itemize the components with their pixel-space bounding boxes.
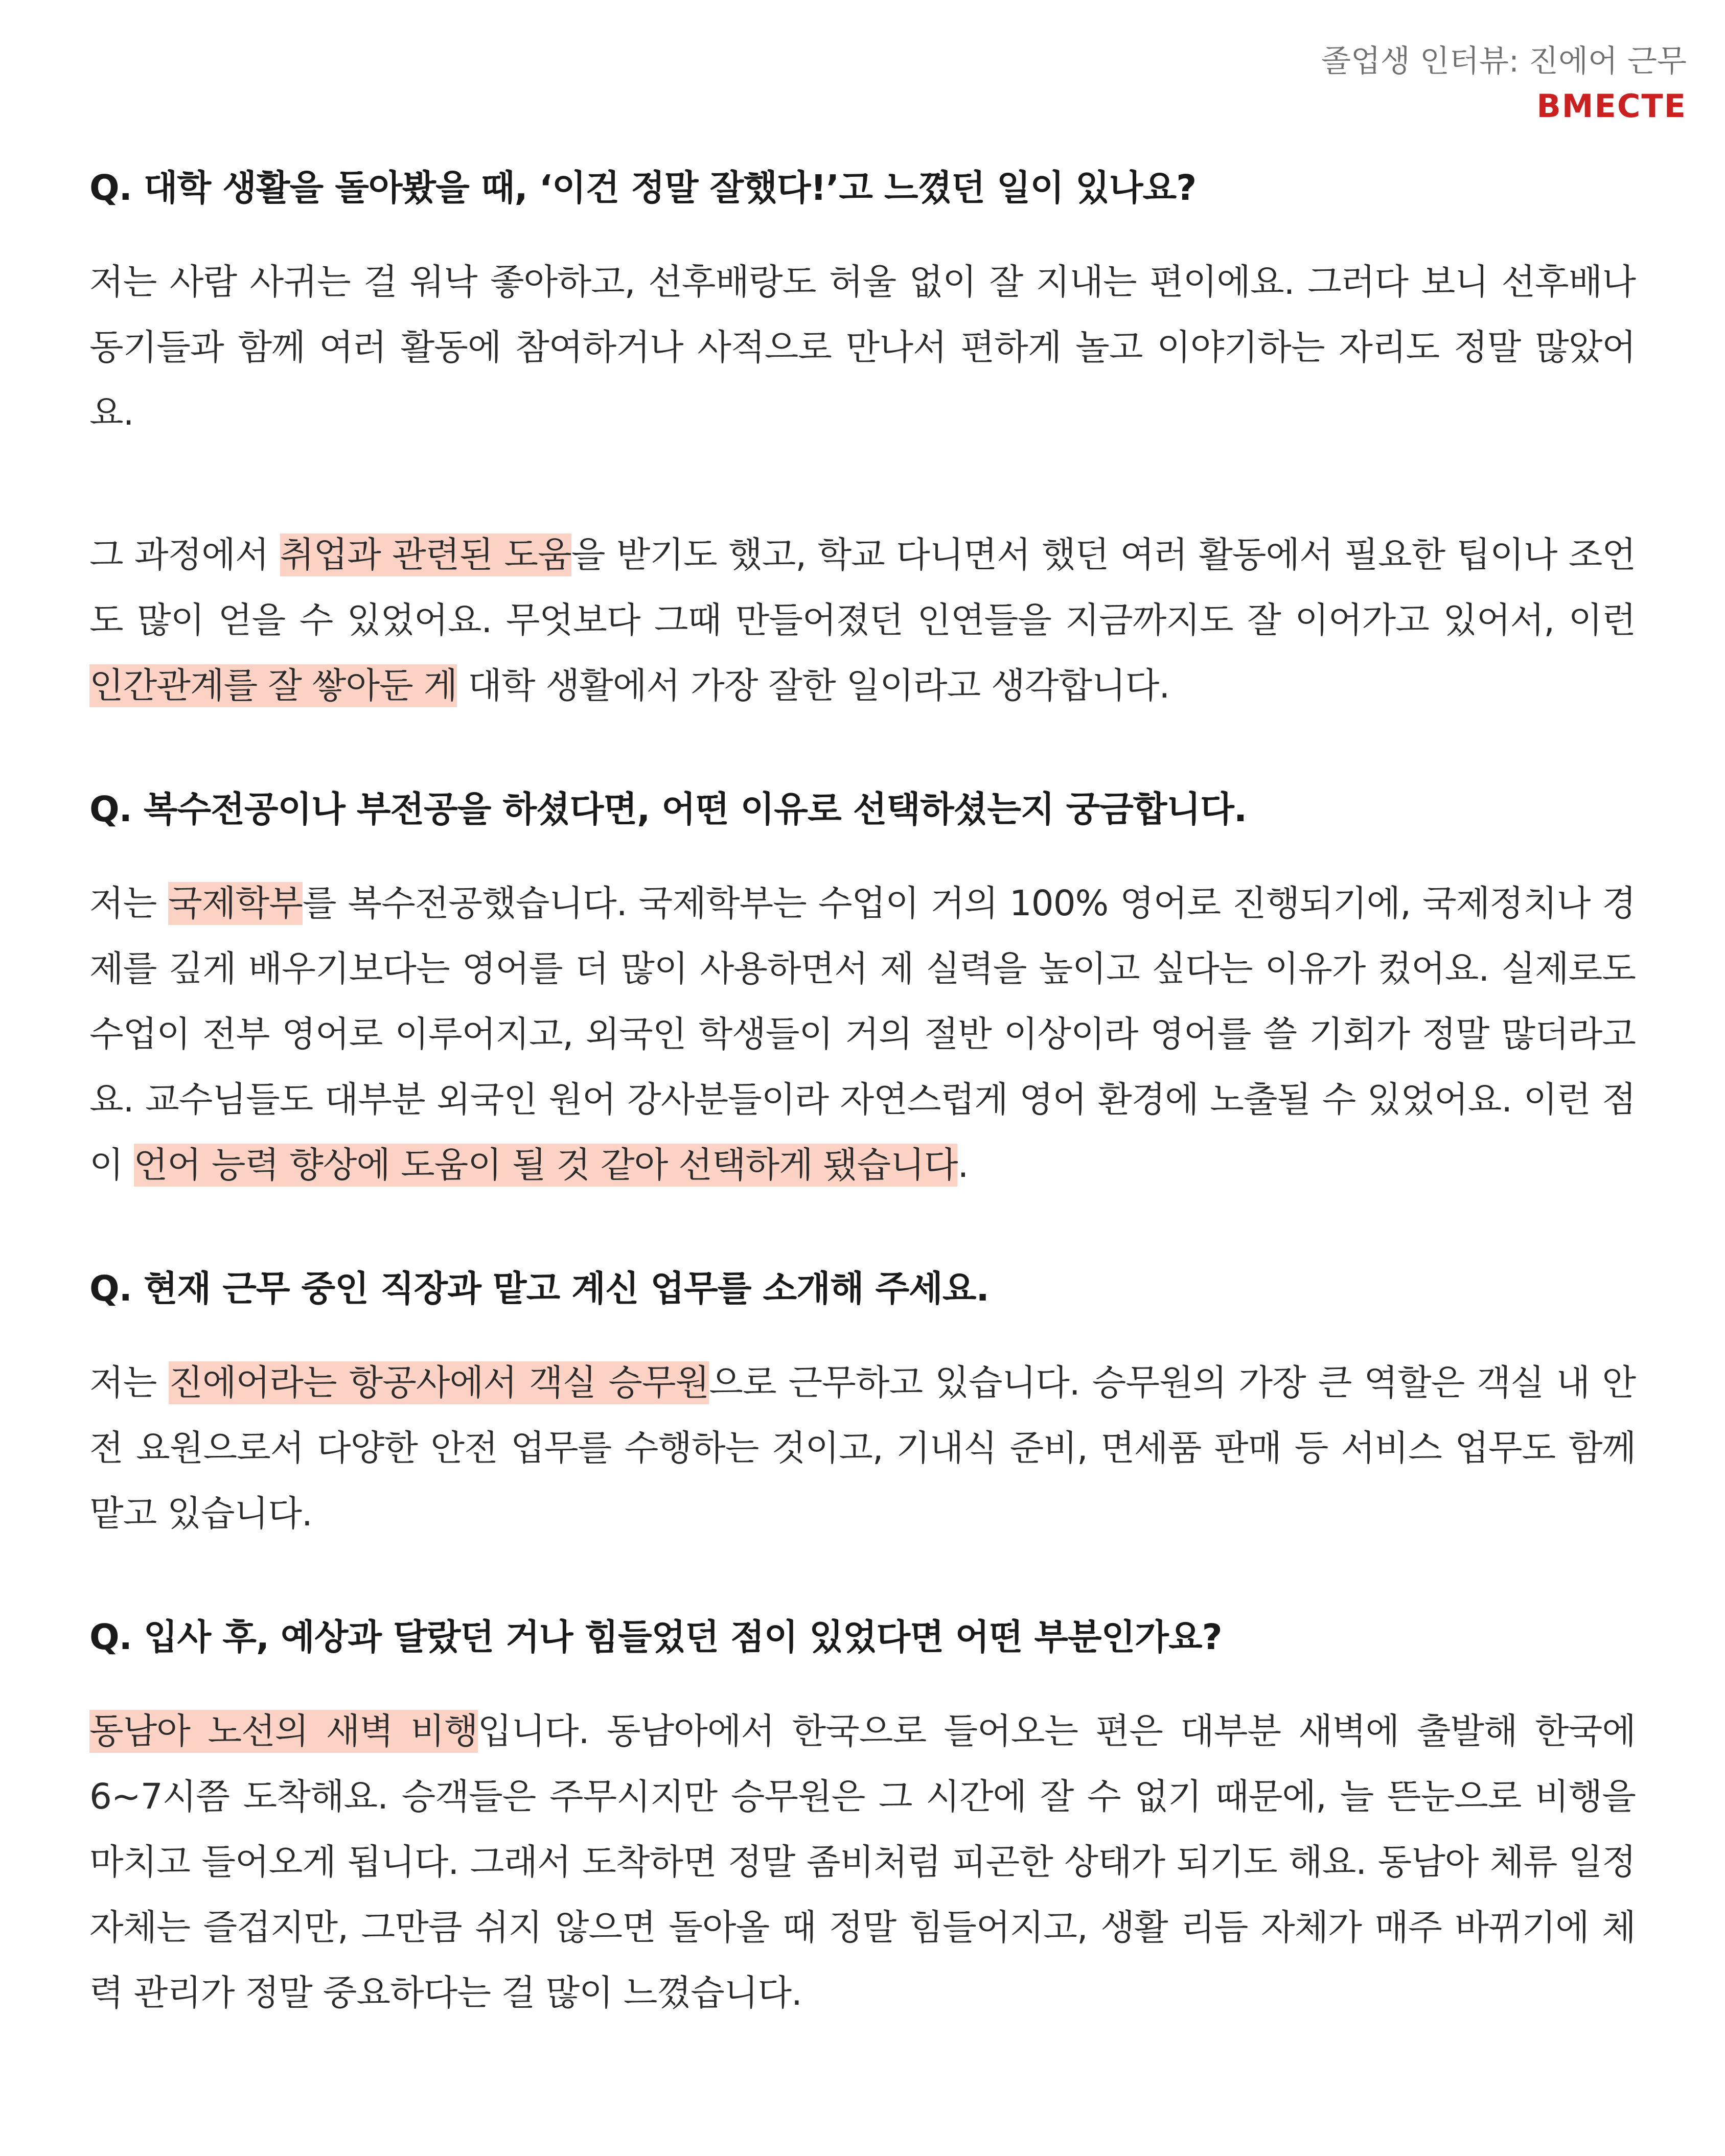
answer-text: 을 받기도 했고, 학교 다니면서 했던 여러 활동에서 필요한 팁이나 조언도 많이 얻을 수 있었어요. 무엇보다 그때 만들어졌던 인연들을 지금까지도 잘 이어가고 있어서, 이런 bbox=[89, 535, 1636, 641]
qa-section-2 bbox=[89, 784, 1636, 1198]
question-heading: Q. 입사 후, 예상과 달랐던 거나 힘들었던 점이 있었다면 어떤 부분인가요? bbox=[89, 1617, 1222, 1658]
answer-text: 대학 생활에서 가장 잘한 일이라고 생각합니다. bbox=[457, 665, 1170, 706]
highlighted-phrase: 인간관계를 잘 쌓아둔 게 bbox=[89, 665, 457, 706]
answer-text: 저는 bbox=[89, 883, 169, 924]
qa-section-1 bbox=[89, 163, 1636, 718]
answer-paragraph bbox=[89, 1699, 1636, 2026]
series-title: 졸업생 인터뷰: 진에어 근무 bbox=[1321, 43, 1687, 79]
highlighted-phrase: 언어 능력 향상에 도움이 될 것 같아 선택하게 됐습니다 bbox=[133, 1145, 958, 1186]
answer-text: 저는 bbox=[89, 1362, 169, 1403]
highlighted-phrase: 취업과 관련된 도움 bbox=[280, 535, 571, 575]
answer-paragraph: 저는 사람 사귀는 걸 워낙 좋아하고, 선후배랑도 허울 없이 잘 지내는 편이에요. 그러다 보니 선후배나 동기들과 함께 여러 활동에 참여하거나 사적으로 만나서 편하게 놀고 이야기하는 자리도 정말 많았어요. bbox=[89, 262, 1636, 433]
highlighted-phrase: 국제학부 bbox=[168, 883, 303, 924]
answer-text: . bbox=[957, 1145, 969, 1186]
qa-section-4 bbox=[89, 1612, 1636, 2026]
qa-section-3 bbox=[89, 1263, 1636, 1546]
answer-paragraph bbox=[89, 522, 1636, 718]
answer-paragraph bbox=[89, 1350, 1636, 1546]
highlighted-phrase: 진에어라는 항공사에서 객실 승무원 bbox=[169, 1362, 709, 1403]
question-heading: Q. 대학 생활을 돌아봤을 때, ‘이건 정말 잘했다!’고 느꼈던 일이 있나요? bbox=[89, 168, 1197, 208]
question-heading: Q. 현재 근무 중인 직장과 맡고 계신 업무를 소개해 주세요. bbox=[89, 1268, 989, 1309]
answer-text: 입니다. 동남아에서 한국으로 들어오는 편은 대부분 새벽에 출발해 한국에 6~7시쯤 도착해요. 승객들은 주무시지만 승무원은 그 시간에 잘 수 없기 때문에, 늘 뜬눈으로 비행을 마치고 들어오게 됩니다. 그래서 도착하면 정말 좀비처럼 피곤한 상태가 되기도 해요. 동남아 체류 일정 자체는 즐겁지만, 그만큼 쉬지 않으면 돌아올 때 정말 힘들어지고, 생활 리듬 자체가 매주 바뀌기에 체력 관리가 정말 중요하다는 걸 많이 느꼈습니다. bbox=[89, 1711, 1636, 2013]
answer-text: 를 복수전공했습니다. 국제학부는 수업이 거의 100% 영어로 진행되기에, 국제정치나 경제를 깊게 배우기보다는 영어를 더 많이 사용하면서 제 실력을 높이고 싶다는 이유가 컸어요. 실제로도 수업이 전부 영어로 이루어지고, 외국인 학생들이 거의 절반 이상이라 영어를 쓸 기회가 정말 많더라고요. 교수님들도 대부분 외국인 원어 강사분들이라 자연스럽게 영어 환경에 노출될 수 있었어요. 이런 점이 bbox=[89, 883, 1636, 1186]
page-header bbox=[1321, 40, 1687, 128]
answer-text: 그 과정에서 bbox=[89, 535, 280, 575]
answer-paragraph bbox=[89, 871, 1636, 1198]
question-heading: Q. 복수전공이나 부전공을 하셨다면, 어떤 이유로 선택하셨는지 궁금합니다. bbox=[89, 789, 1247, 830]
highlighted-phrase: 동남아 노선의 새벽 비행 bbox=[89, 1711, 478, 1752]
answer-text: 으로 근무하고 있습니다. 승무원의 가장 큰 역할은 객실 내 안전 요원으로서 다양한 안전 업무를 수행하는 것이고, 기내식 준비, 면세품 판매 등 서비스 업무도 함께 맡고 있습니다. bbox=[89, 1362, 1636, 1534]
interview-content bbox=[89, 163, 1636, 2091]
brand-logo-text: BMECTE bbox=[1536, 87, 1687, 125]
